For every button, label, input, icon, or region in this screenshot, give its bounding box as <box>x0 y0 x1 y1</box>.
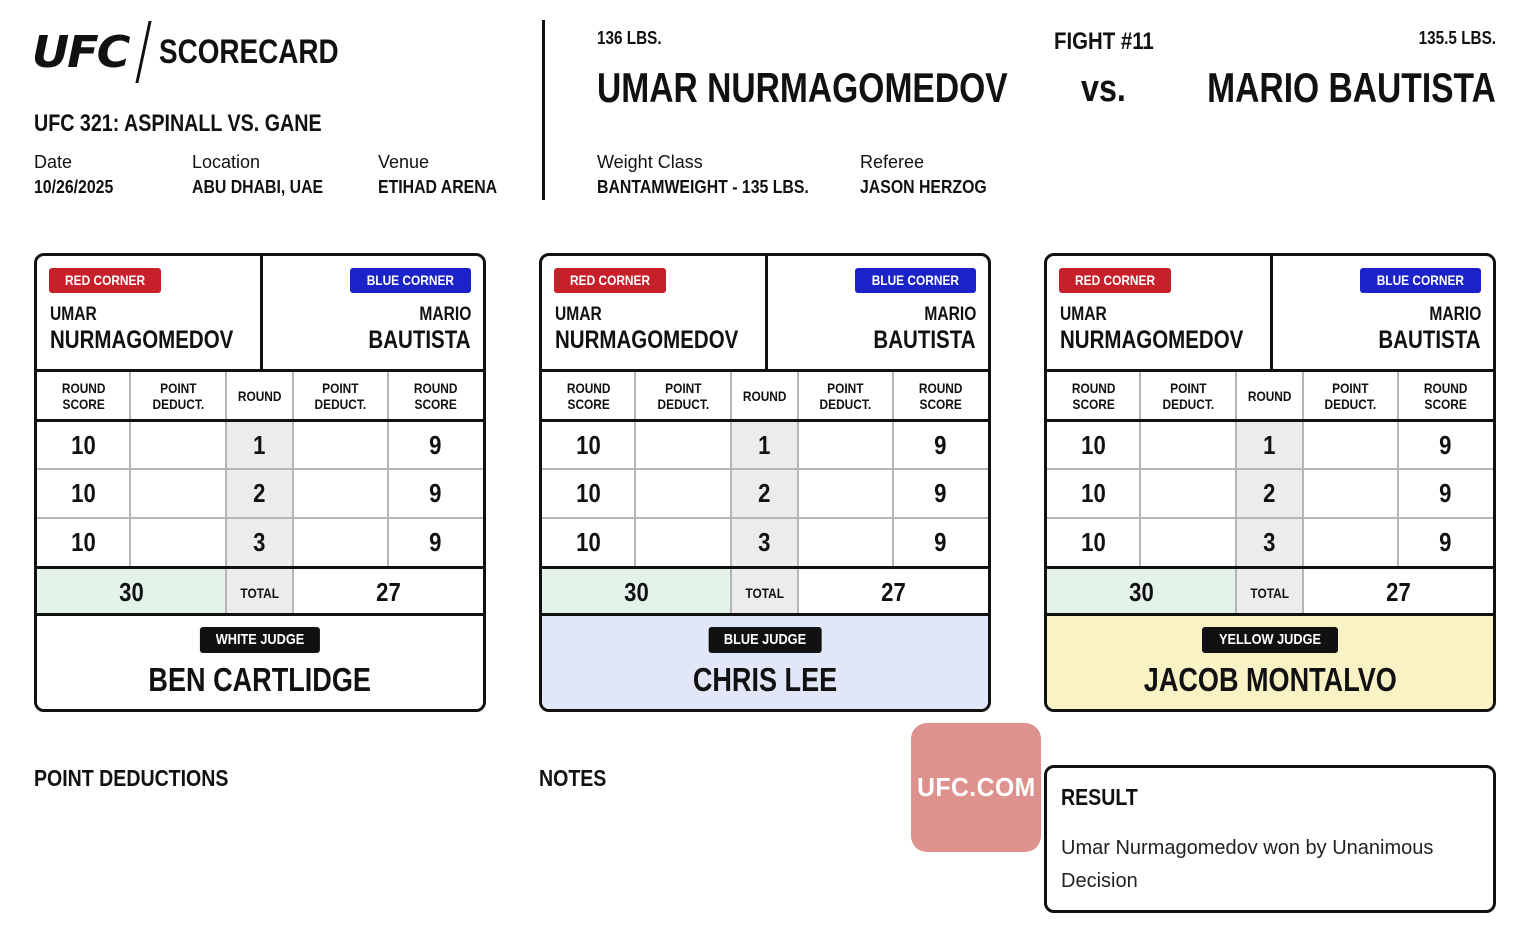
red-round-score-value: 10 <box>576 429 601 460</box>
round-header: ROUND <box>731 372 798 419</box>
card-fighters <box>37 256 483 369</box>
blue-point-deduct <box>1303 422 1398 468</box>
date-label: Date <box>34 152 73 172</box>
red-round-score-value: 10 <box>1081 478 1106 508</box>
blue-first-name: MARIO <box>1429 304 1481 325</box>
blue-fighter-name: MARIO BAUTISTA <box>1207 64 1496 111</box>
blue-point-deduct <box>798 470 893 517</box>
col-divider <box>892 470 894 517</box>
col-divider <box>1302 422 1304 468</box>
blue-total: 27 <box>375 577 401 607</box>
blue-round-score-header: ROUND SCORE <box>413 379 458 412</box>
red-round-score <box>37 470 130 517</box>
col-divider <box>730 569 732 616</box>
red-round-score-value: 10 <box>1081 527 1106 557</box>
blue-point-deduct <box>798 422 893 468</box>
blue-round-score <box>1398 422 1493 468</box>
red-round-score-header: ROUND SCORE <box>61 379 106 412</box>
blue-total: 27 <box>880 577 906 607</box>
col-divider <box>129 470 131 517</box>
result-title: RESULT <box>1061 784 1138 810</box>
col-divider <box>797 422 799 468</box>
blue-round-score <box>1398 470 1493 517</box>
blue-corner-panel <box>768 256 988 369</box>
col-divider <box>797 470 799 517</box>
blue-corner-badge: BLUE CORNER <box>350 268 471 293</box>
col-divider <box>892 519 894 566</box>
blue-round-score <box>1398 519 1493 566</box>
col-divider <box>225 519 227 566</box>
red-round-score <box>37 422 130 468</box>
table-row <box>1047 419 1493 468</box>
vs-label: vs. <box>1081 68 1126 110</box>
blue-round-score-value: 9 <box>1439 478 1452 508</box>
col-divider <box>797 372 799 419</box>
blue-last-name: BAUTISTA <box>873 326 976 354</box>
round-number <box>226 422 293 468</box>
round-header: ROUND <box>1236 372 1303 419</box>
col-divider <box>1139 470 1141 517</box>
blue-point-deduct <box>293 470 388 517</box>
col-divider <box>292 519 294 566</box>
red-round-score-value: 10 <box>576 527 601 557</box>
col-divider <box>1139 372 1141 419</box>
judge-name: JACOB MONTALVO <box>1143 661 1397 698</box>
round-number-value: 3 <box>1263 527 1276 557</box>
col-divider <box>797 569 799 616</box>
blue-first-name: MARIO <box>924 304 976 325</box>
col-divider <box>1397 372 1399 419</box>
blue-round-score-value: 9 <box>429 527 442 557</box>
blue-round-score-header: ROUND SCORE <box>918 379 963 412</box>
blue-first-name: MARIO <box>419 304 471 325</box>
blue-round-score-header: ROUND SCORE <box>1423 379 1468 412</box>
col-divider <box>387 372 389 419</box>
table-row <box>542 468 988 517</box>
logo-divider <box>135 21 151 83</box>
round-number-value: 1 <box>758 429 771 460</box>
table-row <box>1047 517 1493 566</box>
round-number-value: 1 <box>1263 429 1276 460</box>
round-number <box>226 519 293 566</box>
red-round-score-header: ROUND SCORE <box>1071 379 1116 412</box>
col-divider <box>387 519 389 566</box>
blue-point-deduct <box>1303 519 1398 566</box>
judge-info <box>1047 613 1493 712</box>
col-divider <box>1235 470 1237 517</box>
blue-point-deduct <box>798 519 893 566</box>
red-total: 30 <box>1047 569 1236 616</box>
col-divider <box>730 519 732 566</box>
round-number <box>1236 422 1303 468</box>
col-divider <box>634 470 636 517</box>
blue-round-score <box>893 470 988 517</box>
round-number-value: 1 <box>253 429 266 460</box>
red-corner-panel <box>1047 256 1273 369</box>
col-divider <box>1302 569 1304 616</box>
red-first-name: UMAR <box>1060 304 1107 325</box>
col-divider <box>634 519 636 566</box>
red-point-deduct <box>635 470 731 517</box>
col-divider <box>387 470 389 517</box>
table-header-row <box>542 369 988 419</box>
table-header-row <box>37 369 483 419</box>
red-total: 30 <box>37 569 226 616</box>
red-corner-badge: RED CORNER <box>554 268 666 293</box>
table-header-row <box>1047 369 1493 419</box>
red-round-score <box>1047 470 1140 517</box>
col-divider <box>892 422 894 468</box>
judge-scorecard-3 <box>1044 253 1496 712</box>
col-divider <box>1235 569 1237 616</box>
location-value: ABU DHABI, UAE <box>192 177 324 197</box>
col-divider <box>1235 519 1237 566</box>
round-number <box>1236 519 1303 566</box>
round-number <box>731 470 798 517</box>
blue-round-score-value: 9 <box>934 527 947 557</box>
round-number-value: 2 <box>1263 478 1276 508</box>
red-point-deduct <box>130 422 226 468</box>
red-point-deduct <box>1140 470 1236 517</box>
col-divider <box>129 519 131 566</box>
blue-total: 27 <box>1385 577 1411 607</box>
col-divider <box>225 372 227 419</box>
blue-last-name: BAUTISTA <box>1378 326 1481 354</box>
judge-badge: WHITE JUDGE <box>200 627 320 653</box>
red-last-name: NURMAGOMEDOV <box>50 326 234 354</box>
blue-round-score <box>893 519 988 566</box>
red-point-deduct <box>635 519 731 566</box>
blue-point-deduct-header: POINT DEDUCT. <box>819 379 872 412</box>
col-divider <box>129 422 131 468</box>
notes-title: NOTES <box>539 765 607 791</box>
event-title: UFC 321: ASPINALL VS. GANE <box>34 110 322 137</box>
referee-value: JASON HERZOG <box>860 177 987 197</box>
round-number <box>731 519 798 566</box>
point-deductions-title: POINT DEDUCTIONS <box>34 765 229 791</box>
col-divider <box>1397 470 1399 517</box>
venue-value: ETIHAD ARENA <box>378 177 498 197</box>
red-round-score-value: 10 <box>576 478 601 508</box>
col-divider <box>1235 422 1237 468</box>
card-fighters <box>542 256 988 369</box>
blue-point-deduct-header: POINT DEDUCT. <box>314 379 367 412</box>
col-divider <box>1397 422 1399 468</box>
card-fighters <box>1047 256 1493 369</box>
result-text: Umar Nurmagomedov won by Unanimous Decision <box>1061 837 1434 892</box>
col-divider <box>1397 519 1399 566</box>
col-divider <box>634 422 636 468</box>
blue-round-score <box>388 470 483 517</box>
blue-point-deduct-header: POINT DEDUCT. <box>1324 379 1377 412</box>
total-row <box>1047 566 1493 616</box>
blue-round-score-value: 9 <box>429 429 442 460</box>
red-point-deduct <box>130 470 226 517</box>
scorecard-title: SCORECARD <box>159 32 339 71</box>
blue-corner-panel <box>1273 256 1493 369</box>
round-number <box>1236 470 1303 517</box>
col-divider <box>292 422 294 468</box>
red-point-deduct-header: POINT DEDUCT. <box>1162 379 1214 412</box>
weight-class-label: Weight Class <box>597 152 703 172</box>
red-point-deduct <box>1140 519 1236 566</box>
blue-round-score-value: 9 <box>429 478 442 508</box>
red-corner-panel <box>37 256 263 369</box>
judge-badge: BLUE JUDGE <box>709 627 822 653</box>
red-round-score <box>37 519 130 566</box>
round-number-value: 3 <box>758 527 771 557</box>
red-fighter-weight: 136 LBS. <box>597 28 662 48</box>
blue-corner-panel <box>263 256 483 369</box>
col-divider <box>292 569 294 616</box>
col-divider <box>730 470 732 517</box>
table-row <box>37 468 483 517</box>
col-divider <box>1139 519 1141 566</box>
red-round-score-header: ROUND SCORE <box>566 379 611 412</box>
judge-name: CHRIS LEE <box>692 661 838 698</box>
red-round-score <box>542 519 635 566</box>
red-point-deduct <box>635 422 731 468</box>
result-box <box>1044 765 1496 913</box>
ufc-logo-text: UFC <box>31 26 129 78</box>
date-value: 10/26/2025 <box>34 177 114 197</box>
red-first-name: UMAR <box>50 304 97 325</box>
blue-round-score-value: 9 <box>1439 429 1452 460</box>
red-corner-badge: RED CORNER <box>1059 268 1171 293</box>
round-number <box>226 470 293 517</box>
judge-info <box>542 613 988 712</box>
table-row <box>542 517 988 566</box>
col-divider <box>1302 372 1304 419</box>
red-fighter-name: UMAR NURMAGOMEDOV <box>597 64 1008 111</box>
blue-round-score-value: 9 <box>934 429 947 460</box>
blue-round-score <box>388 519 483 566</box>
round-number <box>731 422 798 468</box>
ufc-com-watermark <box>911 723 1041 852</box>
blue-round-score <box>388 422 483 468</box>
red-corner-panel <box>542 256 768 369</box>
judge-scorecard-1 <box>34 253 486 712</box>
red-round-score-value: 10 <box>71 527 96 557</box>
venue-label: Venue <box>378 152 430 172</box>
red-round-score <box>542 422 635 468</box>
red-round-score-value: 10 <box>71 478 96 508</box>
blue-corner-badge: BLUE CORNER <box>1360 268 1481 293</box>
red-round-score <box>542 470 635 517</box>
total-row <box>37 566 483 616</box>
table-row <box>37 419 483 468</box>
red-total: 30 <box>542 569 731 616</box>
col-divider <box>225 422 227 468</box>
total-row <box>542 566 988 616</box>
red-point-deduct-header: POINT DEDUCT. <box>657 379 709 412</box>
col-divider <box>730 422 732 468</box>
red-first-name: UMAR <box>555 304 602 325</box>
round-number-value: 2 <box>758 478 771 508</box>
col-divider <box>1235 372 1237 419</box>
red-round-score-value: 10 <box>1081 429 1106 460</box>
round-header: ROUND <box>226 372 293 419</box>
table-row <box>1047 468 1493 517</box>
blue-round-score-value: 9 <box>1439 527 1452 557</box>
judge-scorecard-2 <box>539 253 991 712</box>
blue-round-score-value: 9 <box>934 478 947 508</box>
round-number-value: 3 <box>253 527 266 557</box>
col-divider <box>292 372 294 419</box>
col-divider <box>892 372 894 419</box>
total-label: TOTAL <box>226 569 293 616</box>
col-divider <box>730 372 732 419</box>
red-point-deduct-header: POINT DEDUCT. <box>152 379 204 412</box>
col-divider <box>634 372 636 419</box>
blue-corner-badge: BLUE CORNER <box>855 268 976 293</box>
col-divider <box>1302 519 1304 566</box>
red-last-name: NURMAGOMEDOV <box>1060 326 1244 354</box>
blue-point-deduct <box>293 422 388 468</box>
blue-fighter-weight: 135.5 LBS. <box>1418 28 1496 48</box>
round-number-value: 2 <box>253 478 266 508</box>
col-divider <box>225 569 227 616</box>
total-label: TOTAL <box>731 569 798 616</box>
header-divider <box>542 20 545 200</box>
location-label: Location <box>192 152 261 172</box>
table-row <box>542 419 988 468</box>
judge-badge: YELLOW JUDGE <box>1202 627 1338 653</box>
fight-number: FIGHT #11 <box>1054 28 1154 55</box>
referee-label: Referee <box>860 152 925 172</box>
table-row <box>37 517 483 566</box>
col-divider <box>1139 422 1141 468</box>
blue-point-deduct <box>293 519 388 566</box>
col-divider <box>797 519 799 566</box>
judge-name: BEN CARTLIDGE <box>148 661 372 698</box>
red-point-deduct <box>130 519 226 566</box>
total-label: TOTAL <box>1236 569 1303 616</box>
red-round-score <box>1047 519 1140 566</box>
ufc-logo <box>31 22 378 82</box>
col-divider <box>225 470 227 517</box>
blue-last-name: BAUTISTA <box>368 326 471 354</box>
red-round-score-value: 10 <box>71 429 96 460</box>
red-last-name: NURMAGOMEDOV <box>555 326 739 354</box>
col-divider <box>129 372 131 419</box>
col-divider <box>292 470 294 517</box>
col-divider <box>387 422 389 468</box>
watermark-text: UFC.COM <box>916 772 1036 802</box>
red-corner-badge: RED CORNER <box>49 268 161 293</box>
judge-info <box>37 613 483 712</box>
col-divider <box>1302 470 1304 517</box>
weight-class-value: BANTAMWEIGHT - 135 LBS. <box>597 177 809 197</box>
blue-point-deduct <box>1303 470 1398 517</box>
blue-round-score <box>893 422 988 468</box>
red-round-score <box>1047 422 1140 468</box>
red-point-deduct <box>1140 422 1236 468</box>
